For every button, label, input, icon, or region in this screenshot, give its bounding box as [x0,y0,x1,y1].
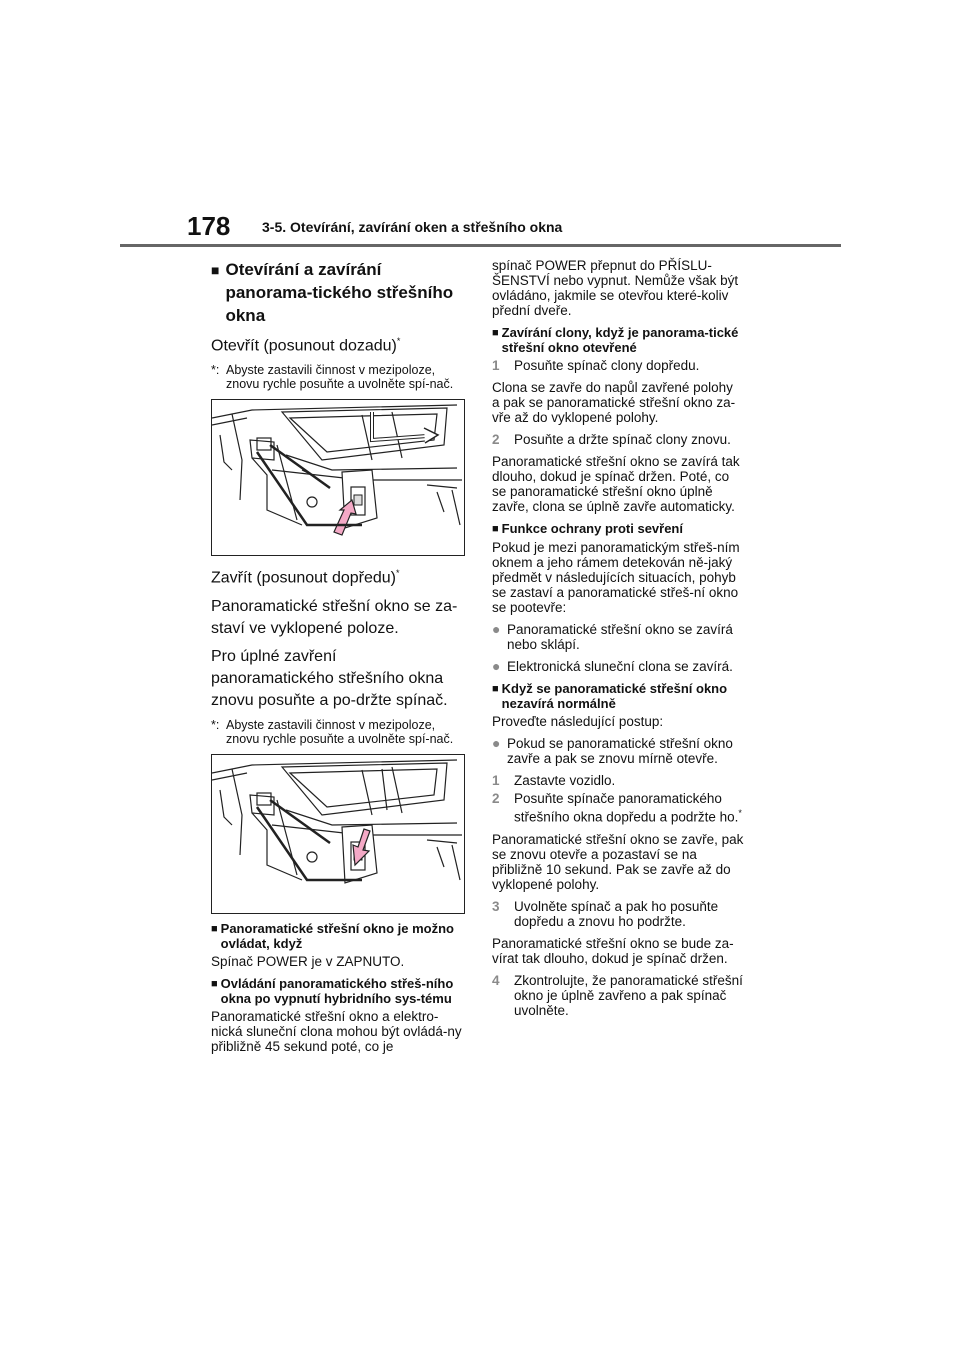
step-text: Uvolněte spínač a pak ho posuňte dopředu a znovu ho podržte. [514,898,719,929]
paragraph: Panoramatické střešní okno se zavře, pak se znovu otevře a pozastaví se na přibližně 10 sekund. Pak se zavře až do vyklopené polohy. [492,831,744,892]
footnote-text: Abyste zastavili činnost v mezipoloze, znovu rychle posuňte a uvolněte spí-nač. [226,717,454,746]
sunroof-close-illustration [212,755,464,913]
square-bullet-icon: ■ [492,327,499,339]
page-number: 178 [187,211,231,241]
list-item [492,659,744,674]
step-number: 2 [492,791,500,806]
paragraph-continued: spínač POWER přepnut do PŘÍSLU-ŠENSTVÍ nebo vypnut. Nemůže však být ovládáno, jakmile se otevřou které-koliv přední dveře. [492,258,739,318]
header-rule [120,244,841,247]
step-text: Zastavte vozidlo. [514,773,616,788]
paragraph: Pokud je mezi panoramatickým střeš-ním oknem a jeho rámem detekován ně-jaký předmět v následujících situacích, pohyb se zastaví a panoramatické střeš-ní okno se pootevře: [492,540,740,615]
heading-closing-shade [492,325,744,355]
step-number: 3 [492,898,500,914]
illustration-close [211,754,465,914]
close-label: Zavřít (posunout dopředu)* [211,568,400,587]
sunroof-open-illustration [212,400,464,555]
step [492,432,744,447]
asterisk-mark: * [396,568,400,579]
step [492,899,744,929]
heading-not-closing [492,681,744,711]
heading-text: Ovládání panoramatického střeš-ního okna po vypnutí hybridního sys-tému [220,975,454,1006]
bullet-dot-icon: ● [492,658,501,674]
list-item-text: Panoramatické střešní okno se zavírá nebo sklápí. [507,622,733,652]
asterisk-mark: * [738,808,742,818]
paragraph: Proveďte následující postup: [492,714,664,729]
step-number: 2 [492,432,500,447]
square-bullet-icon: ■ [211,977,218,990]
paragraph: Clona se zavře do napůl zavřené polohy a pak se panoramatické střešní okno za-vře až do vyklopené polohy. [492,380,736,425]
open-label: Otevřít (posunout dozadu)* [211,336,401,355]
paragraph: Panoramatické střešní okno se bude za-vírat tak dlouho, dokud je spínač držen. [492,935,734,966]
heading-text: Funkce ochrany proti sevření [501,521,683,536]
step-text: Posuňte a držte spínač clony znovu. [514,432,731,447]
square-bullet-icon: ■ [492,683,499,695]
heading-after-hybrid-off [211,976,463,1006]
heading-operable-when [211,921,463,951]
heading-text: Když se panoramatické střešní okno nezavírá normálně [501,681,728,711]
footnote-marker: *: [211,363,220,378]
list-item [492,736,744,766]
list-item [492,622,744,652]
square-bullet-icon: ■ [211,262,220,278]
list-item-text: Elektronická sluneční clona se zavírá. [507,659,733,674]
step [492,358,744,373]
step [492,791,744,825]
heading-text: Zavírání clony, když je panorama-tické střešní okno otevřené [501,325,739,355]
asterisk-mark: * [396,336,401,346]
heading-jam-protection [492,521,744,537]
step [492,973,744,1018]
step-text: Posuňte spínač clony dopředu. [514,358,700,373]
paragraph: Spínač POWER je v ZAPNUTO. [211,953,405,969]
step [492,773,744,788]
close-paragraph-1: Panoramatické střešní okno se za-staví ve vyklopené poloze. [211,597,458,637]
footnote-1 [211,363,463,391]
right-column [492,258,744,1025]
left-column [211,258,463,1061]
close-paragraph-2: Pro úplné zavření panoramatického střešního okna znovu posuňte a po-držte spínač. [211,647,448,709]
paragraph: Panoramatické střešní okno se zavírá tak dlouho, dokud je spínač držen. Poté, co se panoramatické střešní okno úplně zavře, clona se úplně zavře automaticky. [492,454,740,514]
footnote-2 [211,718,463,746]
footnote-marker: *: [211,717,220,732]
step-number: 1 [492,773,500,788]
square-bullet-icon: ■ [211,922,218,935]
heading-open-close [211,258,463,327]
footnote-text: Abyste zastavili činnost v mezipoloze, znovu rychle posuňte a uvolněte spí-nač. [226,363,454,392]
bullet-dot-icon: ● [492,621,501,637]
paragraph: Panoramatické střešní okno a elektro-nická sluneční clona mohou být ovládá-ny přibližně 45 sekund poté, co je [211,1008,462,1054]
list-item-text: Pokud se panoramatické střešní okno zavře a pak se znovu mírně otevře. [507,736,733,766]
bullet-dot-icon: ● [492,735,501,751]
heading-text: Panoramatické střešní okno je možno ovládat, když [220,920,455,951]
step-text: Posuňte spínače panoramatického střešního okna dopředu a podržte ho.* [514,791,742,825]
step-text: Zkontrolujte, že panoramatické střešní okno je úplně zavřeno a pak spínač uvolněte. [514,972,743,1018]
illustration-open [211,399,465,556]
step-number: 1 [492,358,500,373]
step-number: 4 [492,972,500,988]
square-bullet-icon: ■ [492,523,499,535]
section-title: 3-5. Otevírání, zavírání oken a střešního okna [262,219,563,235]
heading-text: Otevírání a zavírání panorama-tického střešního okna [225,260,454,325]
